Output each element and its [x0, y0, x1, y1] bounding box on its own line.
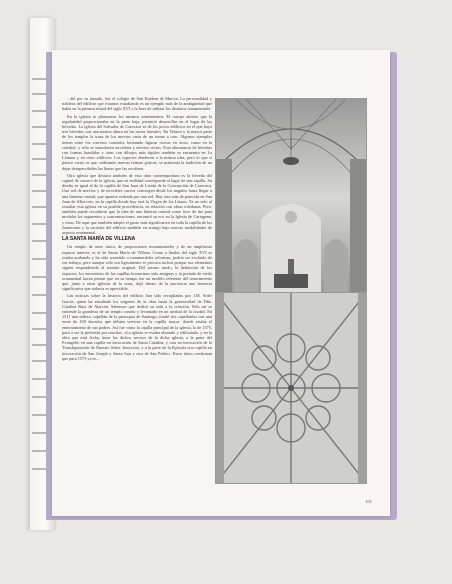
- section-paragraph: Las noticias sobre la historia del edificio han sido recopiladas por J.M. Soler García, quien ha estudiado los orígenes de la obra hasta la generosidad de Dña. Catalina Ruiz de Alarcón. Sabemos que dedicó su vida a la creación. Sólo así se entiende la grandeza de un templo creado y levantado en un arrabal de la ciudad. En 1511 una señora, capellán de la parroquia de Santiago, fundó dos capellanías con una renta de 100 ducados que debían servirse en la capilla mayor, donde estaba el enterramiento de sus padres. Así fue como la capilla principal de la iglesia, la de 1575, pasó a ser la preferida por muchos. «La iglesia se estaba obrando y edificando, y en la obra que está fecha, tiene los dichos nervios de la dicha iglesia, a la parte del Evangelio en una capilla en invocación de Santa Catalina, y otra en invocación de la Transfiguración de Nuestro Señor Jesucristo, y a la parte de la Epístola otra capilla en invocación de San Joseph y Santa Ana y otra de San Pedro». Estos datos confirman que para 1575 ya se...: [62, 293, 212, 361]
- book-page: [52, 50, 390, 516]
- text-column: [62, 96, 212, 363]
- body-paragraph: Otra iglesia que destaca también de esta obra contemporánea es la bóveda del capitel de crucero de la iglesia, que en realidad corresponde al lugar de una capilla. Su diseño es igual al de la capilla de San Juan de Letrán de la Concepción de Caravaca. Una red de nervios y de terceletes curvos convergen desde los ángulos hasta llegar a una linterna central, que aparece rodeada por una red. Hay otra más de parecida en San Juan de Alba-cete, en la capilla donde hoy está la Virgen de los Llanos. Ya no solo al estudiar esta iglesia en su posible procedencia, en relación con obras toledanas. Pero, también puede recordarse que la idea de una linterna central como foco de luz para modular los segmentos y concentraciones, encontró su eco en la Iglesia de Cartagena, y otras. De aquí que también adoptó el gusto más significativo en toda la capilla de los Junterones y la sacristía del edificio también en arraigo bajo nuevas modalidades de aspecto ornamental.: [62, 172, 212, 236]
- church-interior-photo: [215, 98, 367, 320]
- section-paragraph: Un templo de nave única, de proporciones monumentales y de un amplísimo espacio interior, es el de Santa María de Villena. Como a finales del siglo XVI se estaba acabando y ha sido sometido a innumerables reformas, podría ser excluido de ese trabajo, pero aunque sólo sea ligeramente se procura incluir porque sus elementos siguen respondiendo al trazado original. Del mismo modo, la definición de los espacios, los encuentros de las capillas hornacinas más antiguas y la portada de estilo ornamental hacen pensar que en su tiempo fue un modelo referente del renacimiento que, junto a otras iglesias de la zona, dejó dentro de la provincia una herencia significativa que todavía es apreciable.: [62, 244, 212, 292]
- section-heading: LA SANTA MARÍA DE VILLENA: [62, 236, 136, 243]
- body-paragraph: ...del por su trazado, fue el colegio de San Esteban de Murcia. La personalidad y nobleza del edificio que estamos estudiando es un ejemplo más de la ambigüedad que había en la primera mitad del siglo XVI a la hora de utilizar los distintos ornamentales.: [62, 96, 212, 112]
- body-paragraph: En la iglesia se plasmaron los mismos sentimientos. El cuerpo abierto que la regularidad proporcionaba en la parte baja, permitió desarrollar en el lugar de las bóvedas. La iglesia del Salvador de Caravaca es de los pocos edificios en el que haya tres bóvedas con una misma altura en las naves laterales. En Yelarra y la mayor parte de los templos la traza de los nervios varía de un tramo a otro. Algunos ejemplos tienen entre los crucetos contados formando figuras curvas en otros, como en la catedral, y sólo se introducen terceletes y nervios rectos. Esta alternancia de bóvedas con formas hundidas y otras con dibujos más rígidos también se encuentra en La Llanura y en otros edificios. Los soportes obedecen a la misma idea, pero lo que sí parece cierto es que, utilizando nuevas formas góticas, se mantenía la tradición de no dejar desapercibidas las líneas que las recubren.: [62, 113, 212, 171]
- vault-ceiling-photo: [215, 292, 367, 484]
- page-number: 101: [365, 499, 372, 504]
